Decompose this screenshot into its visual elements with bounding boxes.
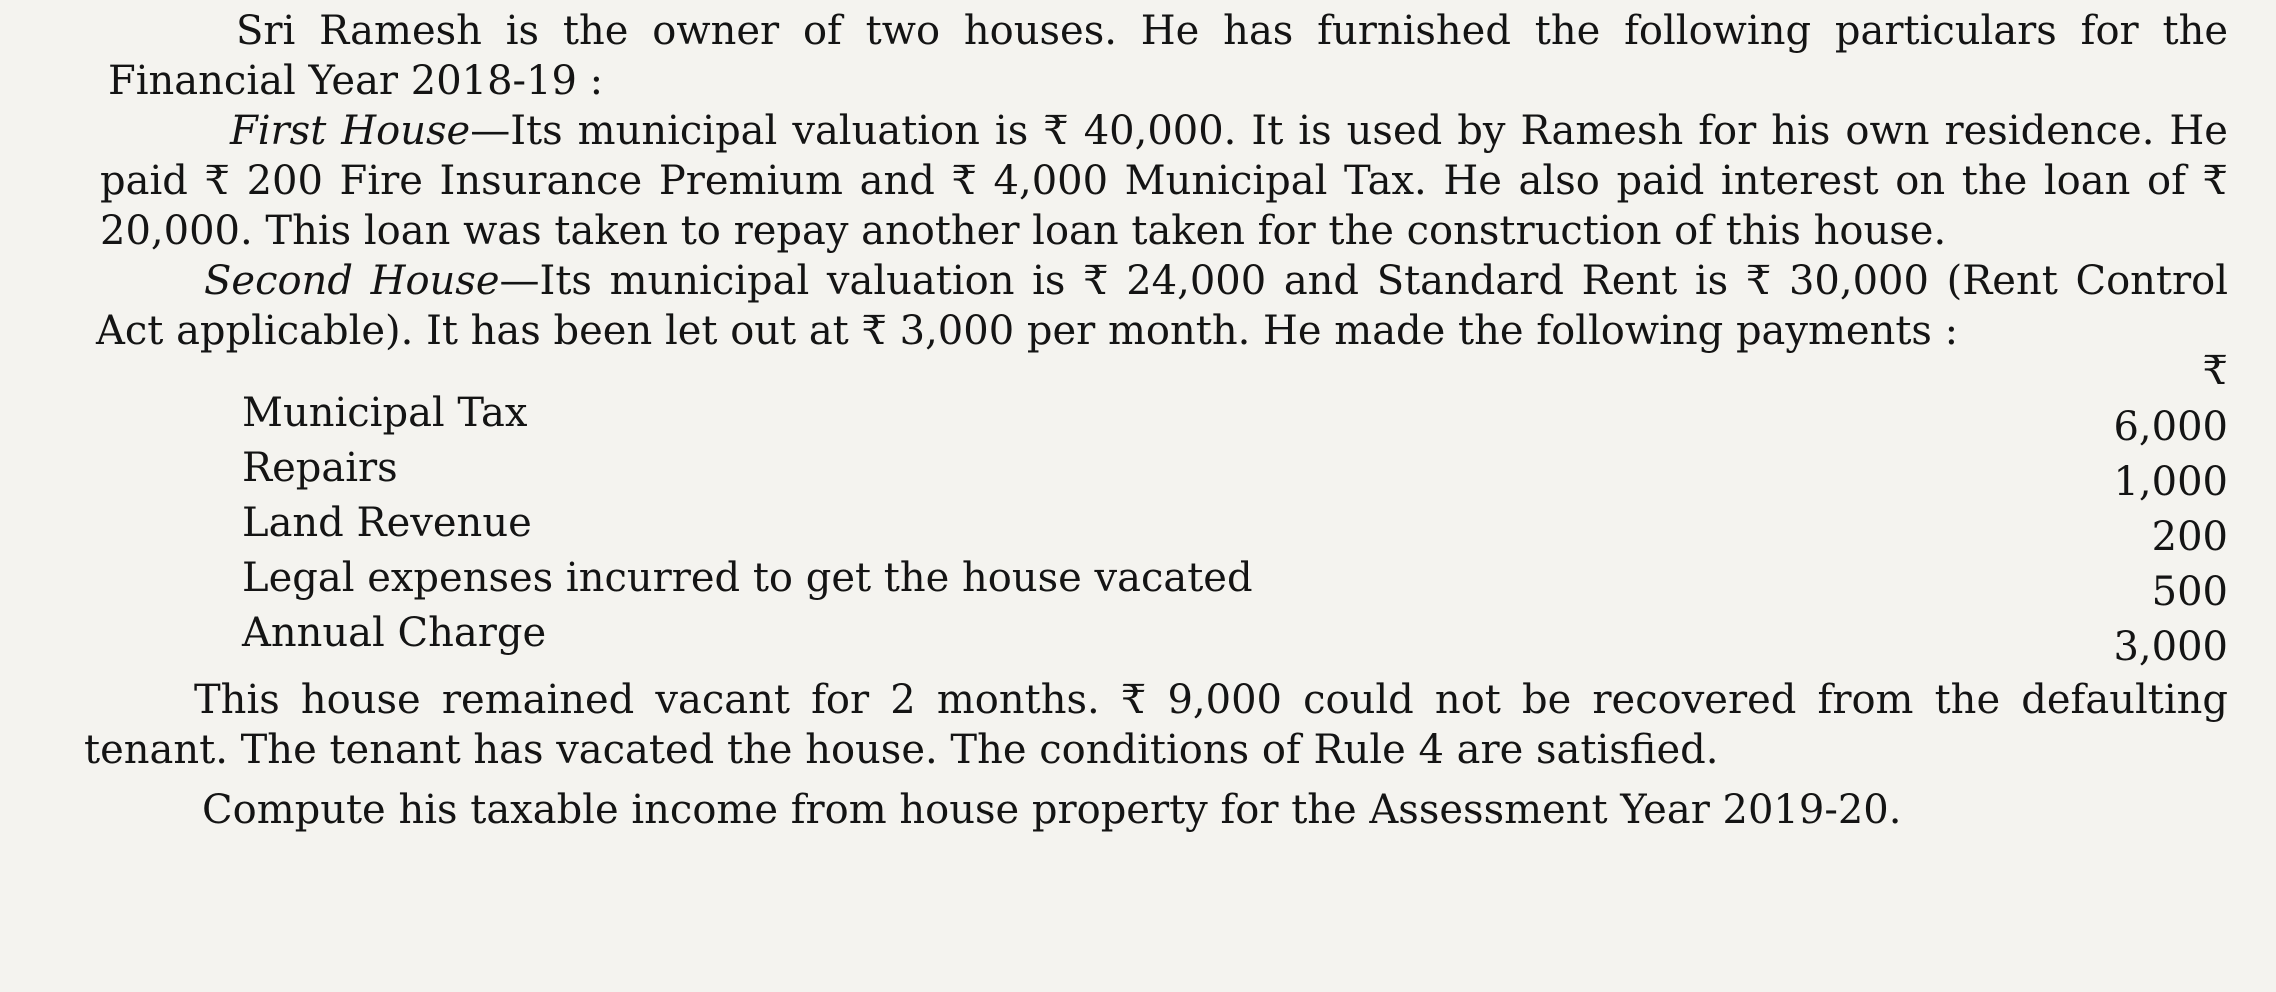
first-house-text: —Its municipal valuation is ₹ 40,000. It is used by Ramesh for his own residence. He paid ₹ 200 Fire Insurance Premium and ₹ 4,000 Municipal Tax. He also paid interest on the loan of ₹ 20,000. This loan was taken to repay another loan taken for the construction of this house. xyxy=(100,108,2228,254)
payment-row xyxy=(242,441,2228,505)
payment-row xyxy=(242,496,2228,560)
payment-label: Repairs xyxy=(242,445,398,491)
payments-list xyxy=(242,386,2228,670)
vacancy-paragraph: This house remained vacant for 2 months. ₹ 9,000 could not be recovered from the defaulting tenant. The tenant has vacated the house. The conditions of Rule 4 are satisfied. xyxy=(84,677,2228,773)
second-house-paragraph xyxy=(96,256,2228,356)
payment-label: Legal expenses incurred to get the house vacated xyxy=(242,555,1253,601)
payment-label: Municipal Tax xyxy=(242,390,528,436)
first-house-heading: First House xyxy=(230,108,471,154)
first-house-paragraph xyxy=(100,106,2228,256)
payment-amount: 1,000 xyxy=(2113,459,2228,505)
payment-row xyxy=(242,386,2228,450)
payment-amount: 6,000 xyxy=(2113,404,2228,450)
question-paragraph: Compute his taxable income from house property for the Assessment Year 2019-20. xyxy=(202,787,1902,833)
payment-amount: 200 xyxy=(2151,514,2228,560)
second-house-text: —Its municipal valuation is ₹ 24,000 and Standard Rent is ₹ 30,000 (Rent Control Act applicable). It has been let out at ₹ 3,000 per month. He made the following payments : xyxy=(96,258,2228,354)
payment-amount: 500 xyxy=(2151,569,2228,615)
payment-row xyxy=(242,606,2228,670)
currency-column-header: ₹ xyxy=(2202,348,2228,394)
payment-amount: 3,000 xyxy=(2113,624,2228,670)
payment-label: Land Revenue xyxy=(242,500,532,546)
payment-label: Annual Charge xyxy=(242,610,547,656)
second-house-heading: Second House xyxy=(204,258,500,304)
intro-paragraph: Sri Ramesh is the owner of two houses. He has furnished the following particulars for the Financial Year 2018-19 : xyxy=(108,8,2228,104)
payment-row xyxy=(242,551,2228,615)
